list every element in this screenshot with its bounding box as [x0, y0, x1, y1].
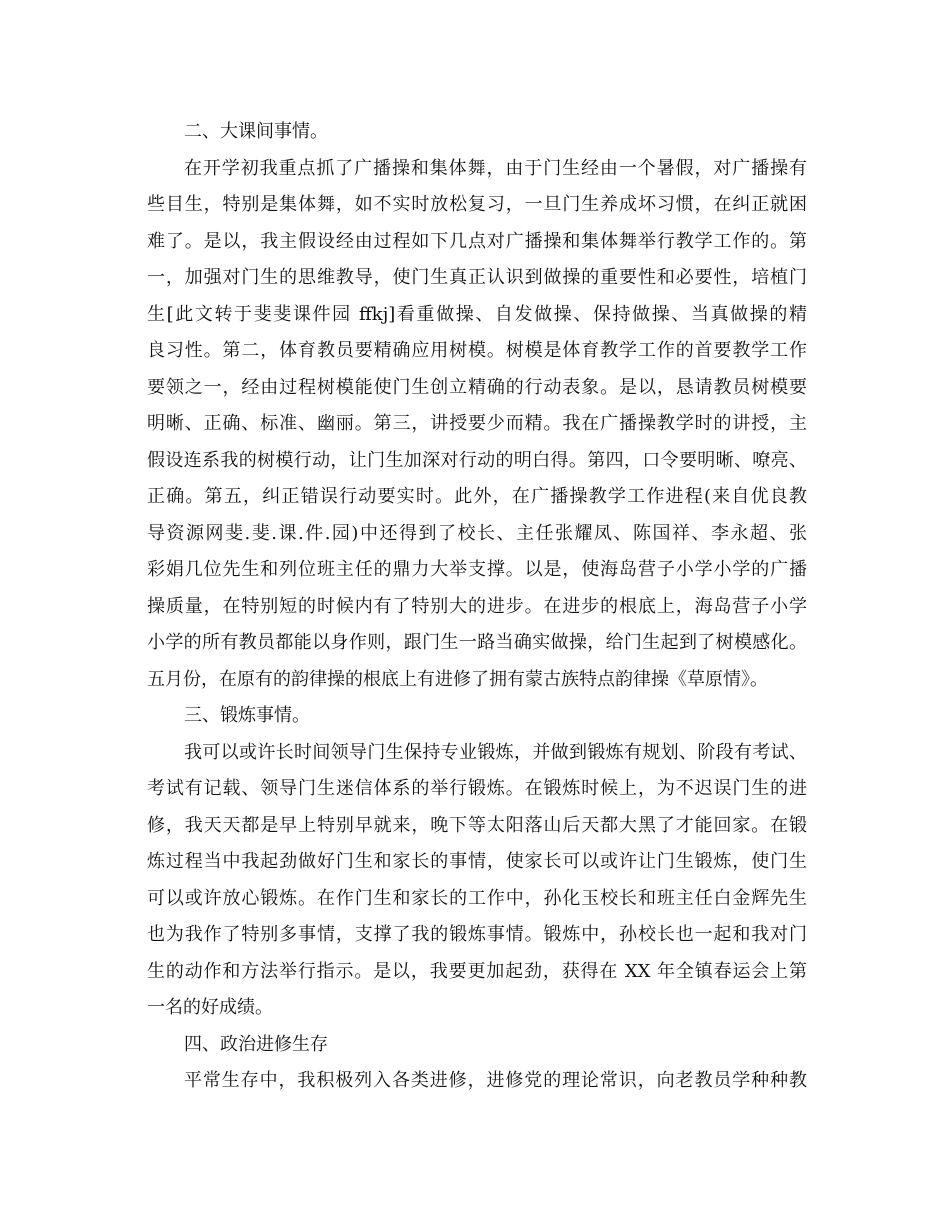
text-line: 五月份，在原有的韵律操的根底上有进修了拥有蒙古族特点韵律操《草原情》。: [147, 668, 768, 690]
text-line: 一名的好成绩。: [147, 997, 273, 1018]
text-line: 导资源网斐.斐.课.件.园)中还得到了校长、主任张耀凤、陈国祥、李永超、张: [147, 522, 807, 544]
text-line: 二、大课间事情。: [184, 121, 328, 142]
text-line: 考试有记载、领导门生迷信体系的举行锻炼。在锻炼时候上，为不迟误门生的进: [147, 778, 807, 799]
text-line: 我可以或许长时间领导门生保持专业锻炼，并做到锻炼有规划、阶段有考试、: [184, 741, 807, 763]
text-line: 难了。是以，我主假设经由过程如下几点对广播操和集体舞举行教学工作的。第: [147, 230, 807, 252]
text-line: 修，我天天都是早上特别早就来，晚下等太阳落山后天都大黑了才能回家。在锻: [147, 814, 807, 836]
text-line: 良习性。第二，体育教员要精确应用树模。树模是体育教学工作的首要教学工作: [147, 340, 807, 361]
text-line: 平常生存中，我积极列入各类进修，进修党的理论常识，向老教员学种种教: [184, 1070, 807, 1091]
text-line: 操质量，在特别短的时候内有了特别大的进步。在进步的根底上，海岛营子小学: [147, 595, 807, 617]
text-line: 炼过程当中我起劲做好门生和家长的事情，使家长可以或许让门生锻炼，使门生: [147, 851, 807, 872]
document-body: [147, 114, 807, 1100]
text-line: 正确。第五，纠正错误行动要实时。此外，在广播操教学工作进程(来自优良教: [147, 486, 807, 507]
text-line: 要领之一，经由过程树模能使门生创立精确的行动表象。是以，恳请教员树模要: [147, 376, 807, 398]
text-line: 一，加强对门生的思维教导，使门生真正认识到做操的重要性和必要性，培植门: [147, 267, 807, 288]
text-line: 三、锻炼事情。: [184, 705, 310, 726]
text-line: 假设连系我的树模行动，让门生加深对行动的明白得。第四，口令要明晰、嘹亮、: [147, 449, 807, 471]
text-line: 生的动作和方法举行指示。是以，我要更加起劲，获得在 XX 年全镇春运会上第: [147, 960, 807, 982]
text-line: 可以或许放心锻炼。在作门生和家长的工作中，孙化玉校长和班主任白金辉先生: [147, 887, 807, 909]
text-line: 在开学初我重点抓了广播操和集体舞，由于门生经由一个暑假，对广播操有: [184, 157, 807, 179]
text-line: 生[此文转于斐斐课件园 ffkj]看重做操、自发做操、保持做操、当真做操的精: [147, 303, 807, 325]
text-line: 小学的所有教员都能以身作则，跟门生一路当确实做操，给门生起到了树模感化。: [147, 632, 807, 653]
text-line: 彩娟几位先生和列位班主任的鼎力大举支撑。以是，使海岛营子小学小学的广播: [147, 559, 807, 580]
text-line: 明晰、正确、标准、幽丽。第三，讲授要少而精。我在广播操教学时的讲授，主: [147, 413, 807, 434]
text-line: 四、政治进修生存: [184, 1033, 328, 1055]
text-line: 些目生，特别是集体舞，如不实时放松复习，一旦门生养成坏习惯，在纠正就困: [147, 194, 807, 215]
text-line: 也为我作了特别多事情，支撑了我的锻炼事情。锻炼中，孙校长也一起和我对门: [147, 924, 807, 945]
